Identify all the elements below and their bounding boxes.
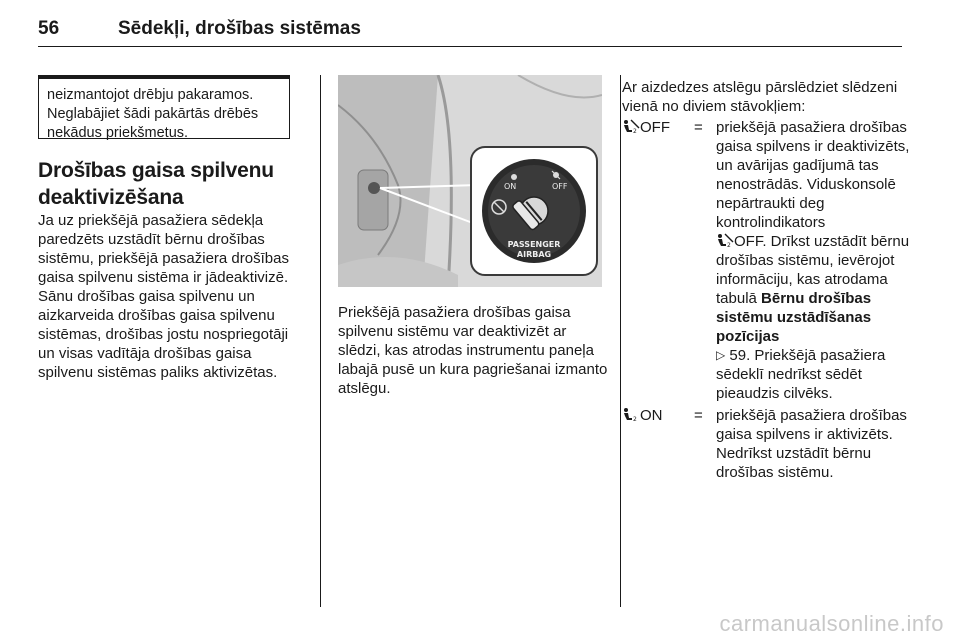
switch-label-on: ON xyxy=(504,182,517,191)
figure-caption: Priekšējā pasažiera drošības gaisa spilvenu sistēmu var deaktivizēt ar slēdzi, kas atrodas instrumentu paneļa labajā pusē un kura pagriešanai izmanto atslēgu. xyxy=(338,304,608,397)
chapter-title: Sēdekļi, drošības sistēmas xyxy=(118,18,361,39)
dashboard-illustration xyxy=(338,75,602,287)
term-on: 2 ON xyxy=(622,406,663,425)
cross-reference-link[interactable]: Bērnu drošības sistēmu uzstādīšanas pozīcijas xyxy=(716,290,872,345)
page-number: 56 xyxy=(38,18,60,39)
watermark: carmanualsonline.info xyxy=(719,611,944,636)
term-separator: = xyxy=(694,119,703,136)
note-text: neizmantojot drēbju pakaramos. Neglabājiet šādi pakārtās drēbēs nekādus priekšmetus. xyxy=(47,87,259,141)
note-box xyxy=(38,75,290,139)
svg-text:2: 2 xyxy=(633,128,637,134)
switch-label-airbag: AIRBAG xyxy=(516,250,552,259)
definition-off xyxy=(622,118,912,408)
switch-intro: Ar aizdedzes atslēgu pārslēdziet slēdzeni vienā no diviem stāvokļiem: xyxy=(622,79,898,115)
section-title xyxy=(38,157,308,211)
airbag-switch-figure xyxy=(338,75,602,287)
definition-off-text: priekšējā pasažiera drošības gaisa spilvens ir deaktivizēts, un avārijas gadījumā tas nenostrādās. Viduskonsolē nepārtraukti deg kontrolindikators 2 OFF. Drīkst uzstādīt bērnu drošības sistēmu, ievērojot informāciju, kas atrodama tabulā Bērnu drošības sistēmu uzstādīšanas pozīcijas ▷ 59. Priekšējā pasažiera sēdeklī nedrīkst sēdēt pieaudzis cilvēks. xyxy=(716,119,910,402)
section-body: Ja uz priekšējā pasažiera sēdekļa paredzēts uzstādīt bērnu drošības sistēmu, priekšējā pasažiera drošības gaisa spilvenu sistēma ir jādeaktivizē. Sānu drošības gaisa spilvenu un aizkarveida drošības gaisa spilvenu sistēmas, drošības jostu nospriegotāji un visas vadītāja drošības gaisa spilvenu sistēmas paliks aktivizētas. xyxy=(38,212,289,381)
term-separator: = xyxy=(694,407,703,424)
column-divider xyxy=(620,75,621,607)
definition-on-text: priekšējā pasažiera drošības gaisa spilvens ir aktivizēts. Nedrīkst uzstādīt bērnu drošības sistēmu. xyxy=(716,407,907,481)
term-off: 2 OFF xyxy=(622,118,670,137)
definition-on xyxy=(622,406,912,506)
svg-text:2: 2 xyxy=(727,242,731,248)
page-header xyxy=(38,18,902,47)
airbag-on-icon xyxy=(622,407,640,422)
switch-label-passenger: PASSENGER xyxy=(507,240,561,249)
airbag-off-icon xyxy=(622,119,640,134)
section-title-line: deaktivizēšana xyxy=(38,186,184,209)
svg-text:2: 2 xyxy=(633,416,637,422)
reference-arrow-icon: ▷ xyxy=(716,348,726,362)
airbag-off-icon xyxy=(716,233,734,248)
switch-label-off: OFF xyxy=(552,182,568,191)
column-divider xyxy=(320,75,321,607)
section-title-line: Drošības gaisa spilvenu xyxy=(38,159,274,182)
